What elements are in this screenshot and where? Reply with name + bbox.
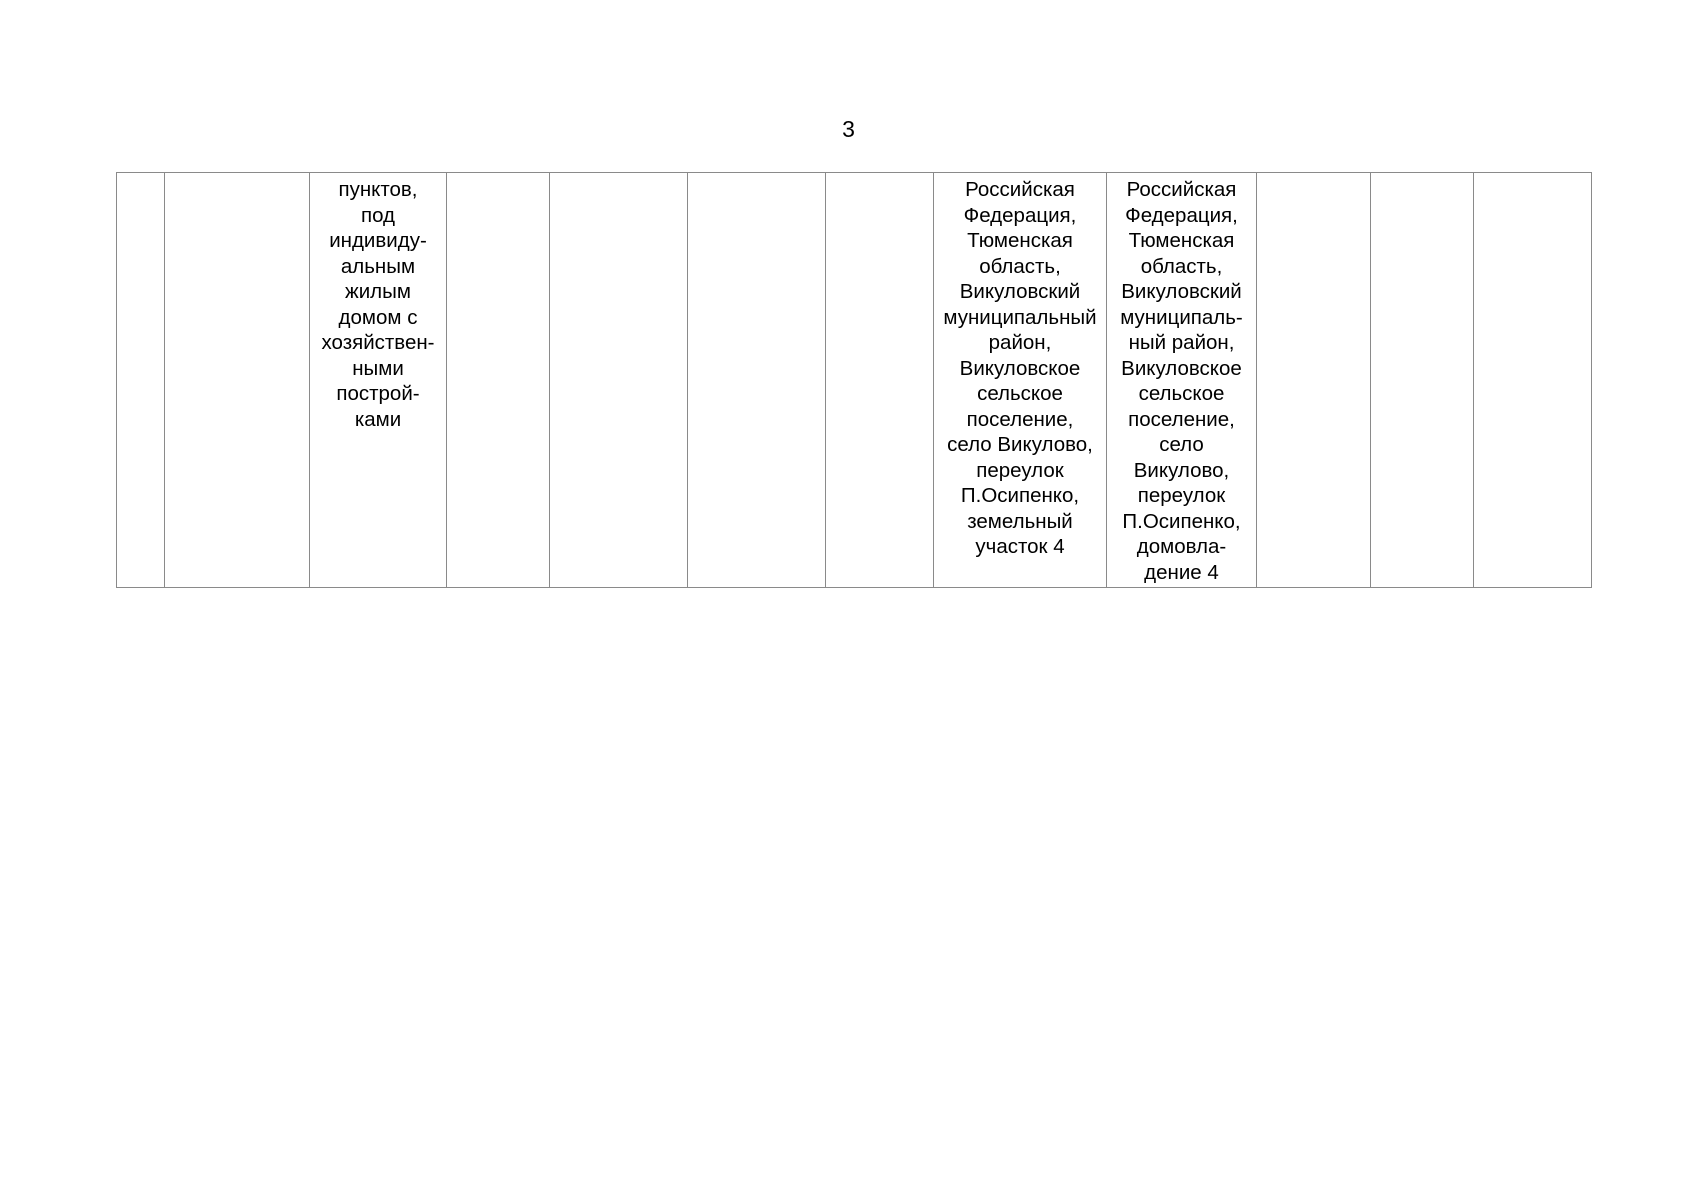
table-cell-5 [550, 173, 688, 588]
table-cell-12 [1474, 173, 1592, 588]
table-cell-2 [165, 173, 310, 588]
document-table [116, 172, 1592, 588]
land-plot-address-cell: Российская Федерация, Тюменская область, Викуловский муниципальный район, Викуловское сельское поселение, село Викулово, переулок П.Осипенко, земельный участок 4 [934, 173, 1107, 588]
table-cell-6 [688, 173, 826, 588]
table-cell-10 [1257, 173, 1371, 588]
table-cell-7 [826, 173, 934, 588]
page-number: 3 [842, 116, 855, 142]
table-row [117, 173, 1592, 588]
table-cell-4 [447, 173, 550, 588]
household-address-cell: Российская Федерация, Тюменская область, Викуловский муниципаль- ный район, Викуловское сельское поселение, село Викулово, переулок П.Осипенко, домовла- дение 4 [1107, 173, 1257, 588]
table-cell-1 [117, 173, 165, 588]
table-cell-11 [1371, 173, 1474, 588]
land-use-cell: пунктов, под индивиду- альным жилым домом с хозяйствен- ными построй- ками [310, 173, 447, 588]
